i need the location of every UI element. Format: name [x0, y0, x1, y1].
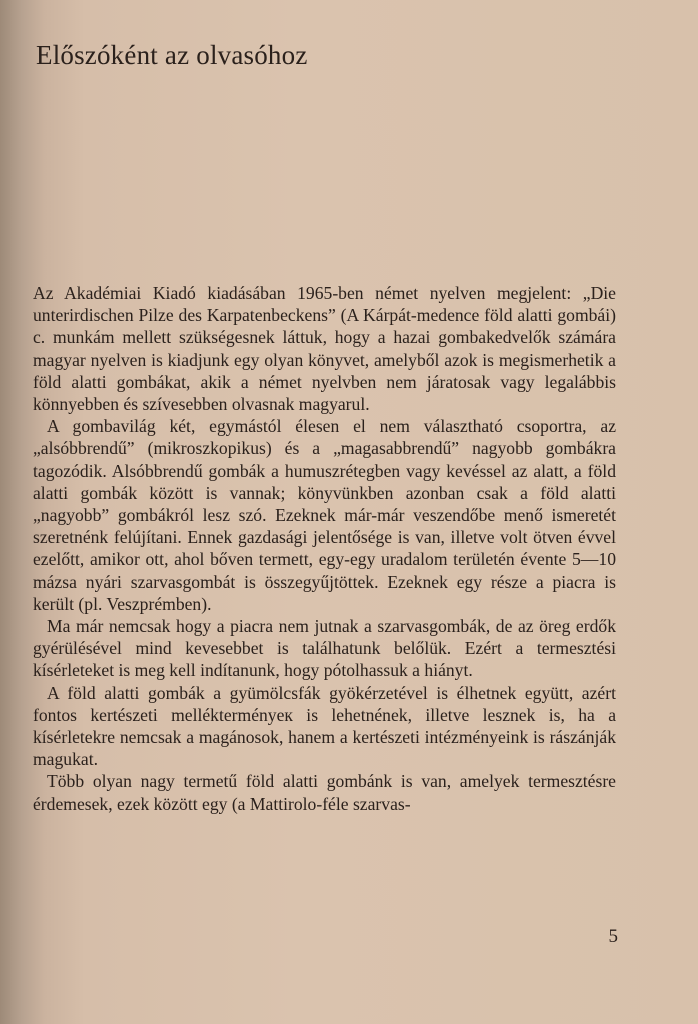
paragraph-1: Az Akadémiai Kiadó kiadásában 1965-ben német nyelven megjelent: „Die unterirdischen Pilze des Karpatenbeckens” (A Kárpát-medence föld alatti gombái) c. munkám mellett szükségesnek láttuk, hogy a hazai gombakedvelők számára magyar nyelven is kiadjunk egy olyan könyvet, amelyből azok is megismerhetik a föld alatti gombákat, akik a német nyelvben nem járatosak vagy legalábbis könnyebben és szívesebben olvasnak magyarul.: [33, 283, 616, 415]
page-title: Előszóként az olvasóhoz: [36, 40, 308, 70]
paragraph-4: A föld alatti gombák a gyümölcsfák gyökérzetével is élhetnek együtt, azért fontos kertészeti mellékterményeк is lehetnének, illetve lesznek is, ha a kísérletekre nemcsak a magánosok, hanem a kertészeti intézményeink is rászánják magukat.: [33, 682, 616, 770]
page-number: 5: [608, 926, 618, 947]
paragraph-3: Ma már nemcsak hogy a piacra nem jutnak a szarvasgombák, de az öreg erdők gyérülésével mind kevesebbet is találhatunk belőlük. Ezért a termesztési kísérleteket is meg kell indítanunk, hogy pótolhassuk a hiányt.: [33, 616, 616, 681]
paragraph-2: A gombavilág két, egymástól élesen el nem választható csoportra, az „alsóbbrendű” (mikroszkopikus) és a „magasabbrendű” nagyobb gombákra tagozódik. Alsóbbrendű gombák a humuszrétegben vagy kevéssel az alatt, a föld alatti gombák között is vannak; könyvünkben azonban csak a föld alatti „nagyobb” gombákról lesz szó. Ezeknek már-már veszendőbe menő ismeretét szeretnénk felújítani. Ennek gazdasági jelentősége is van, illetve volt ötven évvel ezelőtt, amikor ott, ahol bőven termett, egy-egy uradalom területén évente 5—10 mázsa nyári szarvasgombát is összegyűjtöttek. Ezeknek egy része a piacra is került (pl. Veszprémben).: [33, 416, 616, 614]
body-text: [33, 282, 616, 815]
paragraph-5: Több olyan nagy termetű föld alatti gombánk is van, amelyek termesztésre érdemesek, ezek között egy (a Mattirolo-féle szarvas-: [33, 771, 616, 814]
